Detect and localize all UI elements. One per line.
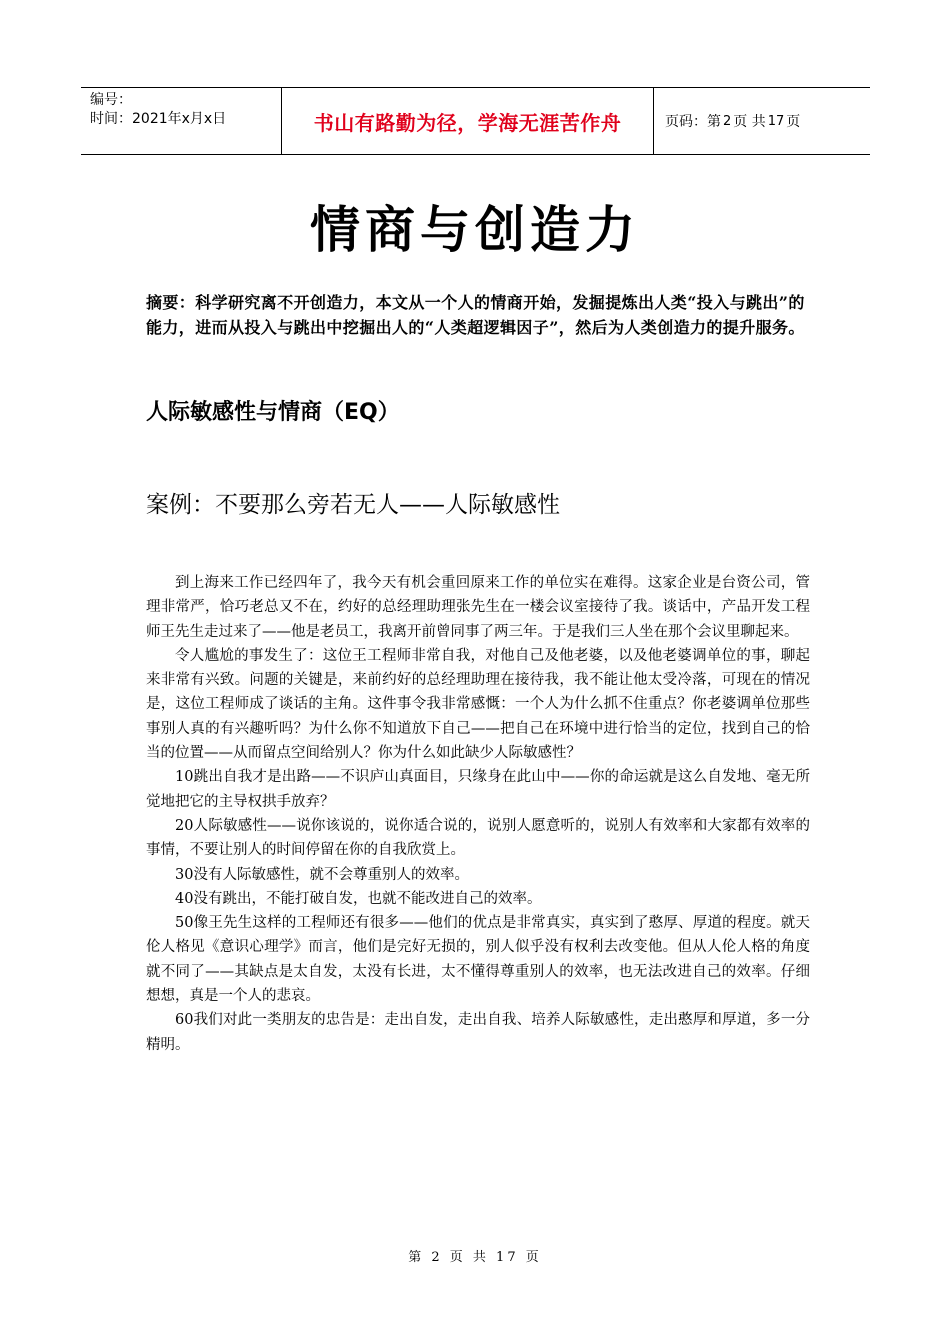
header-motto: 书山有路勤为径，学海无涯苦作舟	[281, 88, 654, 154]
paragraph: 到上海来工作已经四年了，我今天有机会重回原来工作的单位实在难得。这家企业是台资公司，管理非常严，恰巧老总又不在，约好的总经理助理张先生在一楼会议室接待了我。谈话中，产品开发工程师王先生走过来了——他是老员工，我离开前曾同事了两三年。于是我们三人坐在那个会议里聊起来。	[146, 575, 810, 640]
document-title: 情商与创造力	[310, 201, 640, 259]
header-table	[81, 87, 870, 155]
header-page-info	[654, 88, 870, 154]
page-prefix: 页码：第	[665, 114, 721, 130]
time-label: 时间：2021年x月x日	[90, 111, 227, 127]
page-middle: 页 共	[733, 114, 766, 130]
paragraph: 10跳出自我才是出路——不识庐山真面目，只缘身在此山中——你的命运就是这么自发地、毫无所觉地把它的主导权拱手放弃？	[146, 769, 810, 810]
page-suffix: 页	[786, 114, 801, 130]
paragraph: 50像王先生这样的工程师还有很多——他们的优点是非常真实，真实到了憨厚、厚道的程度。就天伦人格见《意识心理学》而言，他们是完好无损的，别人似乎没有权利去改变他。但从人伦人格的角度就不同了——其缺点是太自发，太没有长进，太不懂得尊重别人的效率，也无法改进自己的效率。仔细想想，真是一个人的悲哀。	[146, 915, 810, 1005]
page-footer: 第 2 页 共 17 页	[408, 1250, 542, 1265]
paragraph: 60我们对此一类朋友的忠告是：走出自发，走出自我、培养人际敏感性，走出憨厚和厚道，多一分精明。	[146, 1012, 810, 1053]
paragraph: 30没有人际敏感性，就不会尊重别人的效率。	[175, 866, 469, 883]
number-label: 编号：	[90, 92, 132, 108]
page-total: 17	[767, 113, 785, 129]
paragraph: 令人尴尬的事发生了：这位王工程师非常自我，对他自己及他老婆，以及他老婆调单位的事，聊起来非常有兴致。问题的关键是，来前约好的总经理助理在接待我，我不能让他太受冷落，可现在的情况是，这位工程师成了谈话的主角。这件事令我非常感慨：一个人为什么抓不住重点？你老婆调单位那些事别人真的有兴趣听吗？为什么你不知道放下自己——把自己在环境中进行恰当的定位，找到自己的恰当的位置——从而留点空间给别人？你为什么如此缺少人际敏感性？	[146, 647, 810, 762]
section-heading: 人际敏感性与情商（EQ）	[146, 400, 400, 425]
page-current: 2	[723, 113, 732, 129]
abstract: 摘要：科学研究离不开创造力，本文从一个人的情商开始，发掘提炼出人类“投入与跳出”的能力，进而从投入与跳出中挖掘出人的“人类超逻辑因子”，然后为人类创造力的提升服务。	[146, 293, 805, 337]
paragraph: 40没有跳出，不能打破自发，也就不能改进自己的效率。	[175, 890, 542, 907]
header-meta	[81, 88, 281, 154]
case-heading: 案例：不要那么旁若无人——人际敏感性	[146, 492, 560, 518]
body-text	[146, 571, 810, 1057]
paragraph: 20人际敏感性——说你该说的，说你适合说的，说别人愿意听的，说别人有效率和大家都有效率的事情，不要让别人的时间停留在你的自我欣赏上。	[146, 817, 810, 859]
